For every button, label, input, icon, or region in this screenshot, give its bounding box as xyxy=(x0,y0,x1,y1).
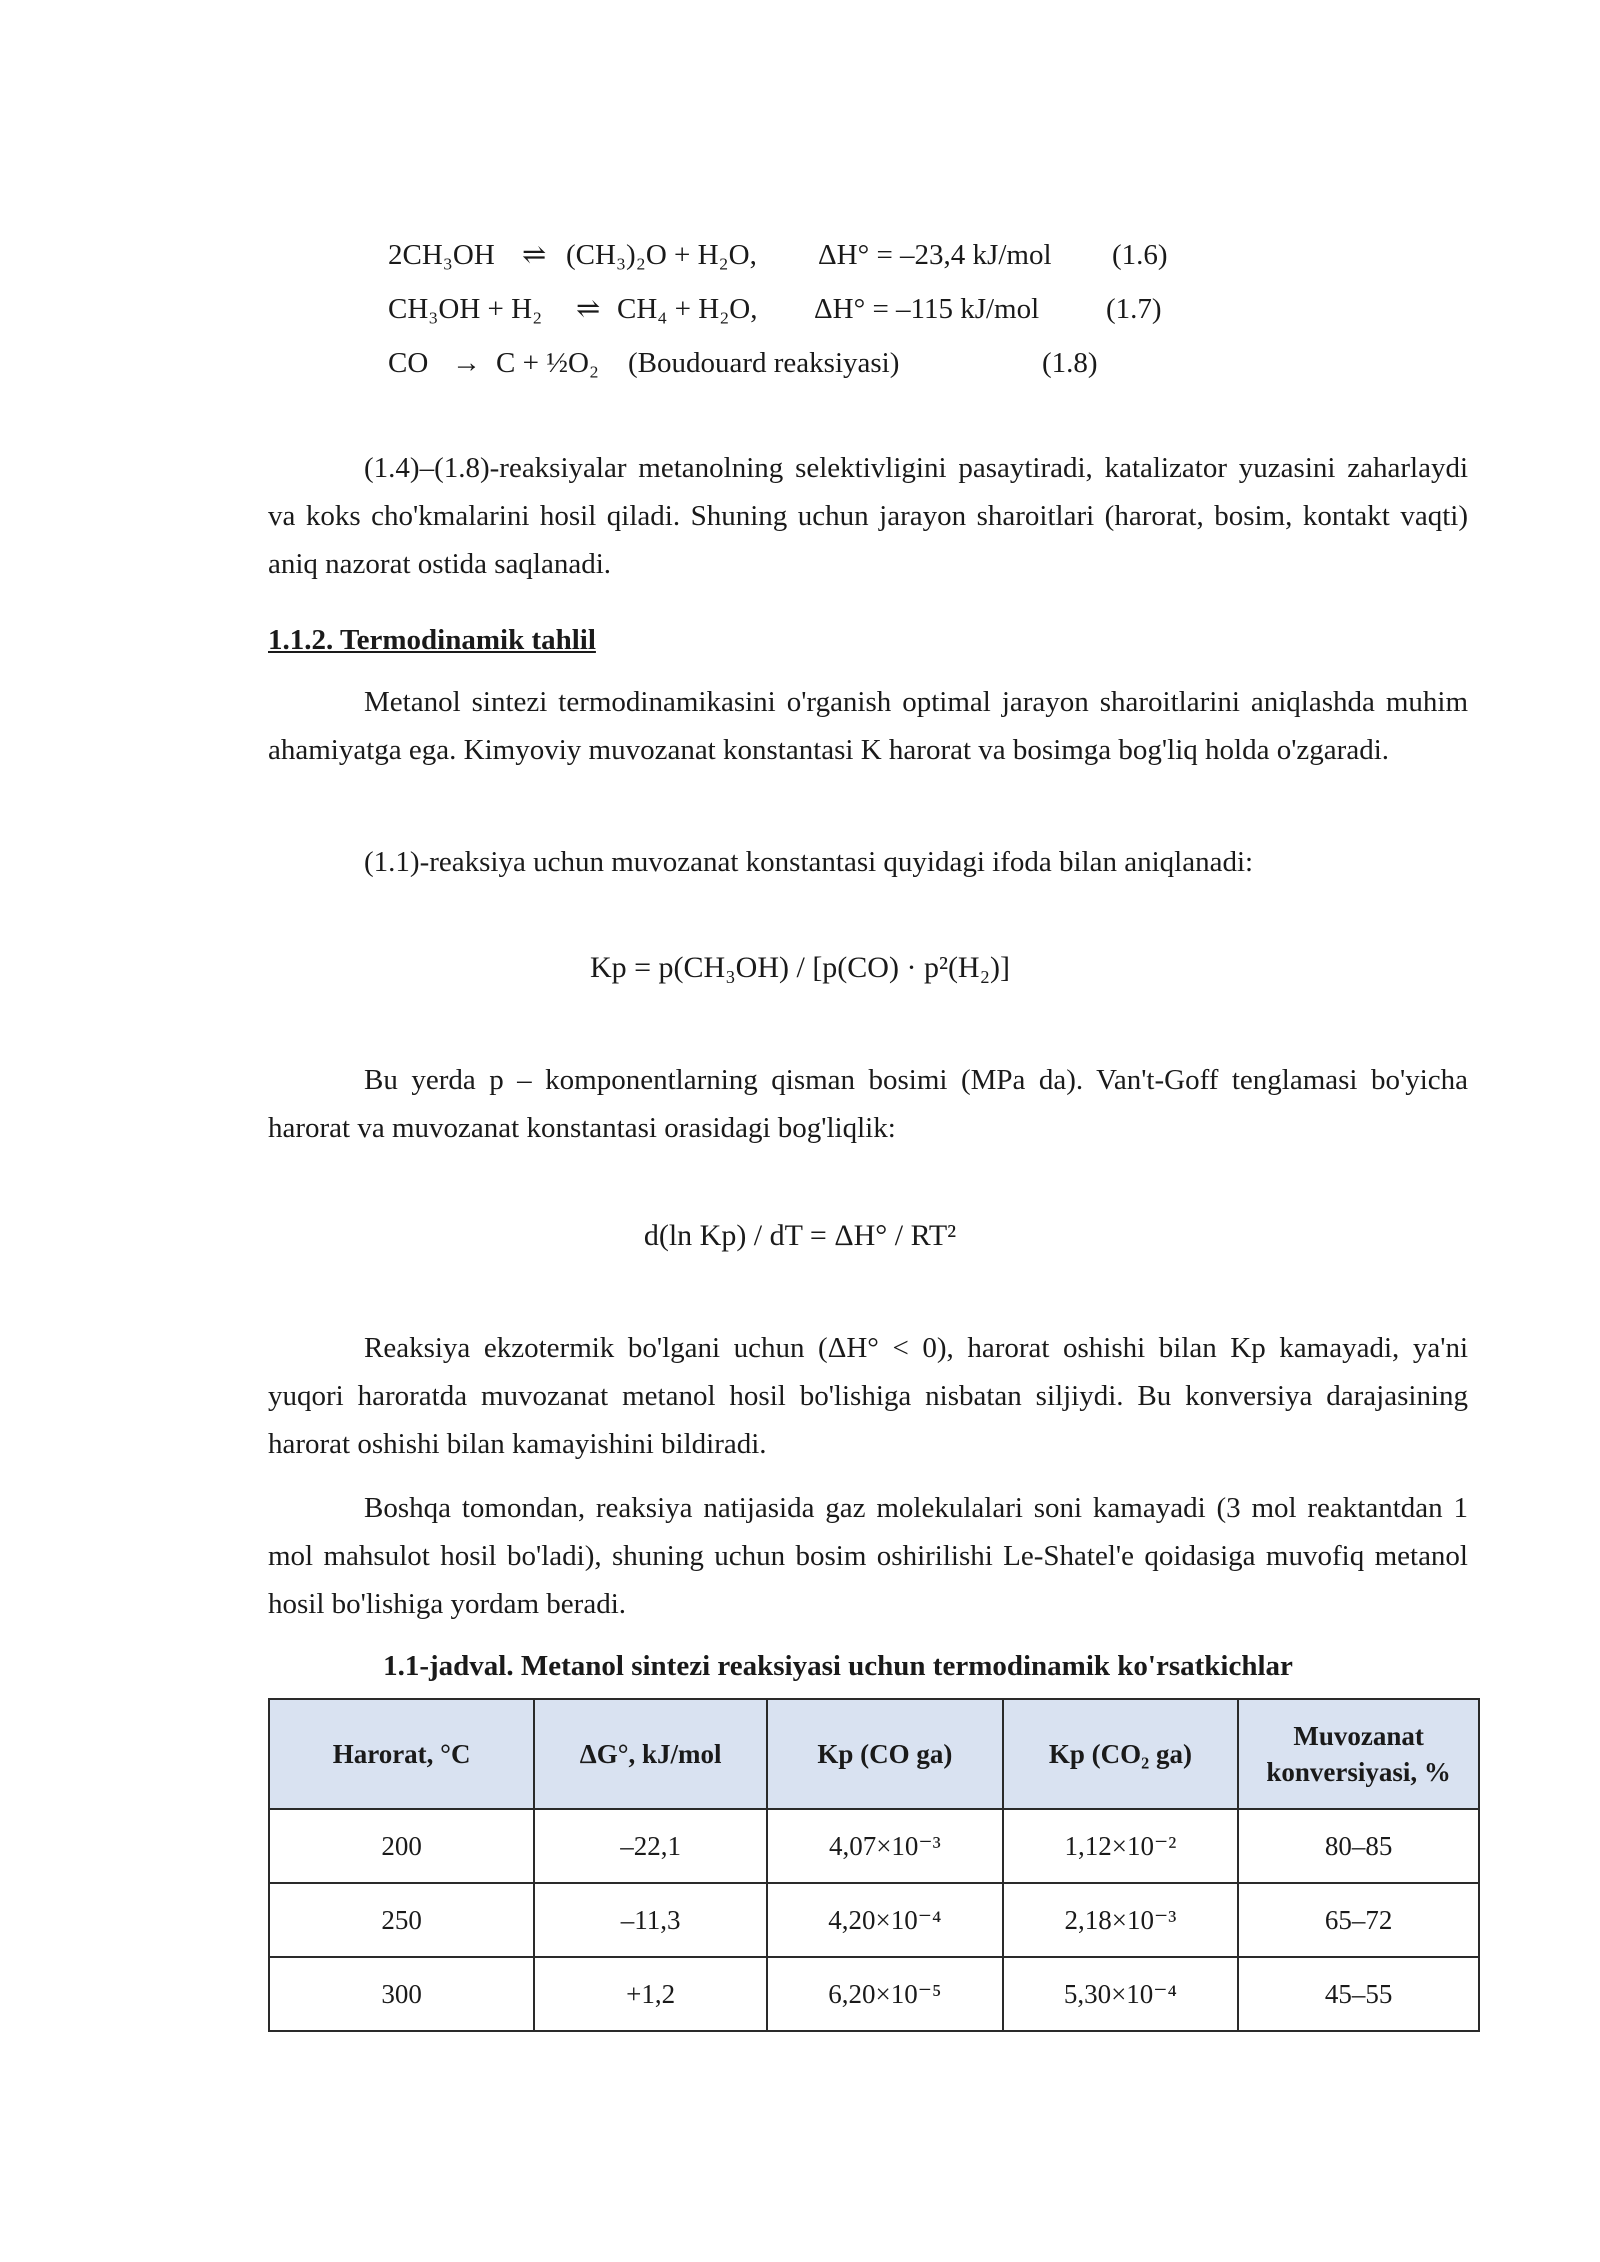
column-header: Muvozanat konversiyasi, % xyxy=(1238,1699,1479,1809)
reaction-arrow: → xyxy=(452,347,481,379)
table-cell: 250 xyxy=(269,1883,534,1957)
table-row xyxy=(269,1957,1479,2031)
table-cell: 65–72 xyxy=(1238,1883,1479,1957)
table-cell: 6,20×10⁻⁵ xyxy=(767,1957,1003,2031)
formula-vant-hoff: d(ln Kp) / dT = ΔH° / RT² xyxy=(643,1219,957,1252)
equation-lhs: CH₃OH + H₂ xyxy=(388,293,543,325)
formula-kp: Kp = p(CH₃OH) / [p(CO) · p²(H₂)] xyxy=(589,951,1011,984)
reaction-name: (Boudouard reaksiyasi) xyxy=(628,347,900,379)
table-cell: 2,18×10⁻³ xyxy=(1003,1883,1239,1957)
equation-rhs: (CH₃)₂O + H₂O, xyxy=(566,239,757,271)
table-caption: 1.1-jadval. Metanol sintezi reaksiyasi uchun termodinamik ko'rsatkichlar xyxy=(383,1650,1293,1682)
column-header: Kp (CO₂ ga) xyxy=(1003,1699,1239,1809)
table-row xyxy=(269,1883,1479,1957)
equation-rhs: CH₄ + H₂O, xyxy=(617,293,758,325)
equilibrium-arrow: ⇌ xyxy=(576,293,601,325)
table-header-row xyxy=(269,1699,1479,1809)
column-header: Kp (CO ga) xyxy=(767,1699,1003,1809)
paragraph-thermodynamics-intro: Metanol sintezi termodinamikasini o'rganish optimal jarayon sharoitlarini aniqlashda muhim ahamiyatga ega. Kimyoviy muvozanat konstantasi K harorat va bosimga bog'liq holda o'zgaradi. xyxy=(268,686,1468,766)
paragraph-pressure-effect: Boshqa tomondan, reaksiya natijasida gaz molekulalari soni kamayadi (3 mol reaktantdan 1 mol mahsulot hosil bo'ladi), shuning uchun bosim oshirilishi Le-Shatel'e qoidasiga muvofiq metanol hosil bo'lishiga yordam beradi. xyxy=(268,1492,1468,1620)
column-header: ΔG°, kJ/mol xyxy=(534,1699,767,1809)
table-row xyxy=(269,1809,1479,1883)
table-cell: 80–85 xyxy=(1238,1809,1479,1883)
equation-number: (1.8) xyxy=(1042,347,1098,379)
table-cell: 45–55 xyxy=(1238,1957,1479,2031)
equation-number: (1.6) xyxy=(1112,239,1168,271)
table-cell: +1,2 xyxy=(534,1957,767,2031)
thermodynamic-table xyxy=(268,1698,1480,2032)
paragraph-equilibrium-constant: (1.1)-reaksiya uchun muvozanat konstantasi quyidagi ifoda bilan aniqlanadi: xyxy=(364,846,1254,878)
table-cell: 4,20×10⁻⁴ xyxy=(767,1883,1003,1957)
paragraph-side-reactions: (1.4)–(1.8)-reaksiyalar metanolning selektivligini pasaytiradi, katalizator yuzasini zaharlaydi va koks cho'kmalarini hosil qiladi. Shuning uchun jarayon sharoitlari (harorat, bosim, kontakt vaqti) aniq nazorat ostida saqlanadi. xyxy=(268,452,1468,580)
table-cell: –22,1 xyxy=(534,1809,767,1883)
equation-number: (1.7) xyxy=(1106,293,1162,325)
table-cell: 1,12×10⁻² xyxy=(1003,1809,1239,1883)
table-cell: 200 xyxy=(269,1809,534,1883)
paragraph-exothermic: Reaksiya ekzotermik bo'lgani uchun (ΔH° < 0), harorat oshishi bilan Kp kamayadi, ya'ni yuqori haroratda muvozanat metanol hosil bo'lishiga nisbatan siljiydi. Bu konversiya darajasining harorat oshishi bilan kamayishini bildiradi. xyxy=(268,1332,1468,1460)
equation-rhs: C + ½O₂ xyxy=(496,347,600,379)
equation-lhs: CO xyxy=(388,347,429,379)
equation-lhs: 2CH₃OH xyxy=(388,239,495,271)
enthalpy-value: ΔH° = –23,4 kJ/mol xyxy=(818,239,1052,271)
table-cell: 5,30×10⁻⁴ xyxy=(1003,1957,1239,2031)
section-heading: 1.1.2. Termodinamik tahlil xyxy=(268,624,596,656)
equilibrium-arrow: ⇌ xyxy=(522,239,547,271)
paragraph-partial-pressure: Bu yerda p – komponentlarning qisman bosimi (MPa da). Van't-Goff tenglamasi bo'yicha harorat va muvozanat konstantasi orasidagi bog'liqlik: xyxy=(268,1064,1468,1144)
column-header: Harorat, °C xyxy=(269,1699,534,1809)
table-cell: 4,07×10⁻³ xyxy=(767,1809,1003,1883)
table-cell: 300 xyxy=(269,1957,534,2031)
enthalpy-value: ΔH° = –115 kJ/mol xyxy=(814,293,1040,325)
table-cell: –11,3 xyxy=(534,1883,767,1957)
